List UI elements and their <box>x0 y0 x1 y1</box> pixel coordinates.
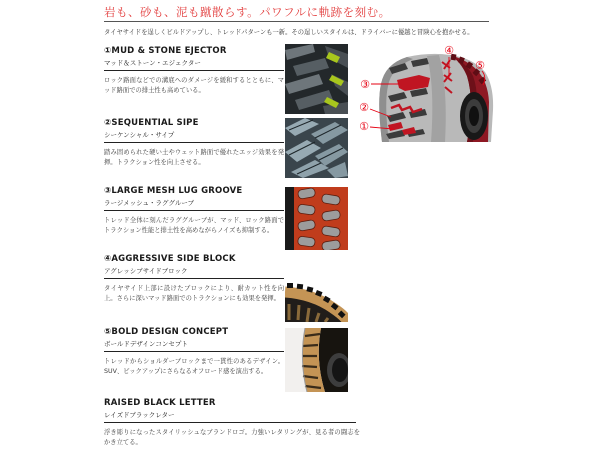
feature-number: ③ <box>104 186 112 196</box>
feature-title <box>104 118 284 128</box>
feature-title-ja: アグレッシブサイドブロック <box>104 267 188 275</box>
feature-title <box>104 186 284 196</box>
feature-title-en: SEQUENTIAL SIPE <box>111 118 199 128</box>
feature-title-ja: マッド＆ストーン・エジェクター <box>104 59 201 67</box>
feature-title <box>104 46 284 56</box>
callout-1: ① <box>359 120 369 133</box>
annotated-tire-graphic <box>355 42 515 147</box>
sidewall-block-graphic <box>285 262 348 322</box>
feature-title-en: MUD & STONE EJECTOR <box>111 46 227 56</box>
feature-number: ④ <box>104 254 112 264</box>
callout-2: ② <box>359 101 369 114</box>
thumb-lug-groove-image <box>285 187 348 250</box>
thumb-mud-stone-ejector-image <box>285 44 348 114</box>
feature-description: 浮き彫りになったスタイリッシュなブランドロゴ。力強いレタリングが、見る者の闘志をかき立てる。 <box>104 429 360 446</box>
shoulder-design-graphic <box>285 328 348 392</box>
callout-3: ③ <box>360 78 370 91</box>
feature-number: ① <box>104 46 112 56</box>
feature-description: トレッドからショルダーブロックまで一貫性のあるデザイン。SUV、ピックアップにさらなるオフロード感を演出する。 <box>104 358 284 375</box>
feature-description: トレッド全体に刻んだラググルーブが、マッド、ロック路面でトラクション性能と排土性を高めながらノイズも抑制する。 <box>104 217 284 234</box>
feature-title <box>104 327 284 337</box>
section-bold-design-concept <box>104 327 284 377</box>
tire-feature-figure <box>355 42 515 147</box>
feature-title-en: LARGE MESH LUG GROOVE <box>111 186 243 196</box>
tread-green-ejector-graphic <box>285 44 348 114</box>
section-mud-stone-ejector <box>104 46 284 96</box>
feature-description: ロック路面などでの溝底へのダメージを緩和するとともに、マッド路面での排土性も高めている。 <box>104 77 284 94</box>
thumb-bold-design-image <box>285 328 348 392</box>
section-divider <box>104 142 284 143</box>
section-divider <box>104 70 284 71</box>
feature-title <box>104 254 284 264</box>
section-divider <box>104 422 356 423</box>
feature-title-ja: ラージメッシュ・ラググルーブ <box>104 199 195 207</box>
thumb-side-block-image <box>285 262 348 322</box>
title-divider <box>104 21 489 22</box>
feature-number: ⑤ <box>104 327 112 337</box>
feature-number: ② <box>104 118 112 128</box>
feature-title-en: AGGRESSIVE SIDE BLOCK <box>111 254 236 264</box>
feature-description: タイヤサイド上部に設けたブロックにより、耐カット性を向上。さらに深いマッド路面でのトラクションにも効果を発揮。 <box>104 285 284 302</box>
thumb-sequential-sipe-image <box>285 118 348 178</box>
red-lug-groove-graphic <box>285 187 348 250</box>
section-divider <box>104 278 284 279</box>
tread-sipe-graphic <box>285 118 348 178</box>
section-large-mesh-lug-groove <box>104 186 284 236</box>
callout-5: ⑤ <box>475 59 485 72</box>
feature-title <box>104 398 356 408</box>
page-subtitle: タイヤサイドを逞しくビルドアップし、トレッドパターンも一新。その逞しいスタイルは、ドライバーに優越と冒険心を抱かせる。 <box>104 29 474 36</box>
section-aggressive-side-block <box>104 254 284 304</box>
feature-title-ja: シーケンシャル・サイプ <box>104 131 175 139</box>
feature-title-en: RAISED BLACK LETTER <box>104 398 216 408</box>
feature-title-ja: ボールドデザインコンセプト <box>104 340 188 348</box>
section-divider <box>104 351 284 352</box>
feature-title-en: BOLD DESIGN CONCEPT <box>111 327 229 337</box>
page-title: 岩も、砂も、泥も蹴散らす。パワフルに軌跡を刻む。 <box>104 5 391 19</box>
callout-4: ④ <box>444 44 454 57</box>
section-divider <box>104 210 284 211</box>
feature-description: 踏み固められた硬い土やウェット路面で優れたエッジ効果を発揮。トラクション性を向上させる。 <box>104 149 284 166</box>
feature-title-ja: レイズドブラックレター <box>104 411 175 419</box>
section-raised-black-letter <box>104 398 360 448</box>
section-sequential-sipe <box>104 118 284 168</box>
